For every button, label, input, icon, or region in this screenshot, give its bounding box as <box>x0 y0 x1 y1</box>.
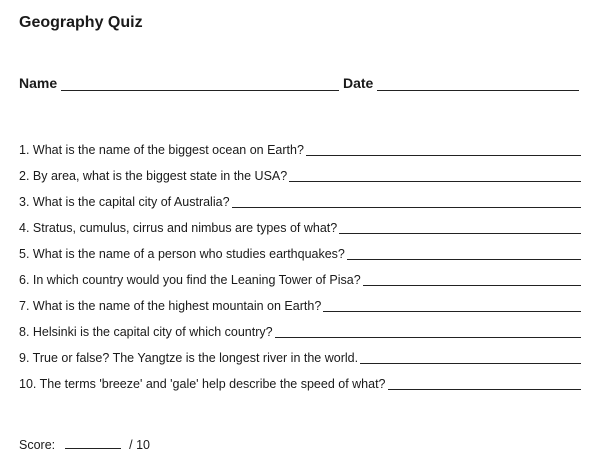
quiz-title: Geography Quiz <box>19 14 143 31</box>
name-label: Name <box>19 75 58 91</box>
score-total: / 10 <box>129 438 150 452</box>
question-text: 4. Stratus, cumulus, cirrus and nimbus are types of what? <box>19 221 338 235</box>
question-item <box>19 211 581 237</box>
name-answer-line[interactable] <box>61 90 339 91</box>
question-list <box>19 133 581 393</box>
date-label: Date <box>343 75 374 91</box>
question-item <box>19 263 581 289</box>
question-item <box>19 289 581 315</box>
question-text: 3. What is the capital city of Australia? <box>19 195 230 209</box>
answer-line[interactable] <box>360 363 581 364</box>
answer-line[interactable] <box>388 389 582 390</box>
question-text: 6. In which country would you find the Leaning Tower of Pisa? <box>19 273 361 287</box>
answer-line[interactable] <box>323 311 581 312</box>
question-item <box>19 159 581 185</box>
question-text: 9. True or false? The Yangtze is the longest river in the world. <box>19 351 359 365</box>
answer-line[interactable] <box>275 337 581 338</box>
score-label: Score: <box>19 438 56 452</box>
question-text: 8. Helsinki is the capital city of which country? <box>19 325 273 339</box>
question-text: 2. By area, what is the biggest state in the USA? <box>19 169 288 183</box>
answer-line[interactable] <box>289 181 581 182</box>
answer-line[interactable] <box>339 233 581 234</box>
answer-line[interactable] <box>363 285 581 286</box>
question-item <box>19 315 581 341</box>
answer-line[interactable] <box>306 155 581 156</box>
date-answer-line[interactable] <box>377 90 579 91</box>
name-date-row <box>19 75 579 95</box>
question-text: 5. What is the name of a person who studies earthquakes? <box>19 247 345 261</box>
answer-line[interactable] <box>347 259 581 260</box>
question-item <box>19 367 581 393</box>
question-text: 7. What is the name of the highest mountain on Earth? <box>19 299 322 313</box>
answer-line[interactable] <box>232 207 581 208</box>
score-answer-line[interactable] <box>65 448 121 449</box>
question-item <box>19 341 581 367</box>
question-item <box>19 133 581 159</box>
question-item <box>19 185 581 211</box>
question-item <box>19 237 581 263</box>
score-row <box>19 438 150 452</box>
question-text: 10. The terms 'breeze' and 'gale' help describe the speed of what? <box>19 377 386 391</box>
question-text: 1. What is the name of the biggest ocean on Earth? <box>19 143 304 157</box>
